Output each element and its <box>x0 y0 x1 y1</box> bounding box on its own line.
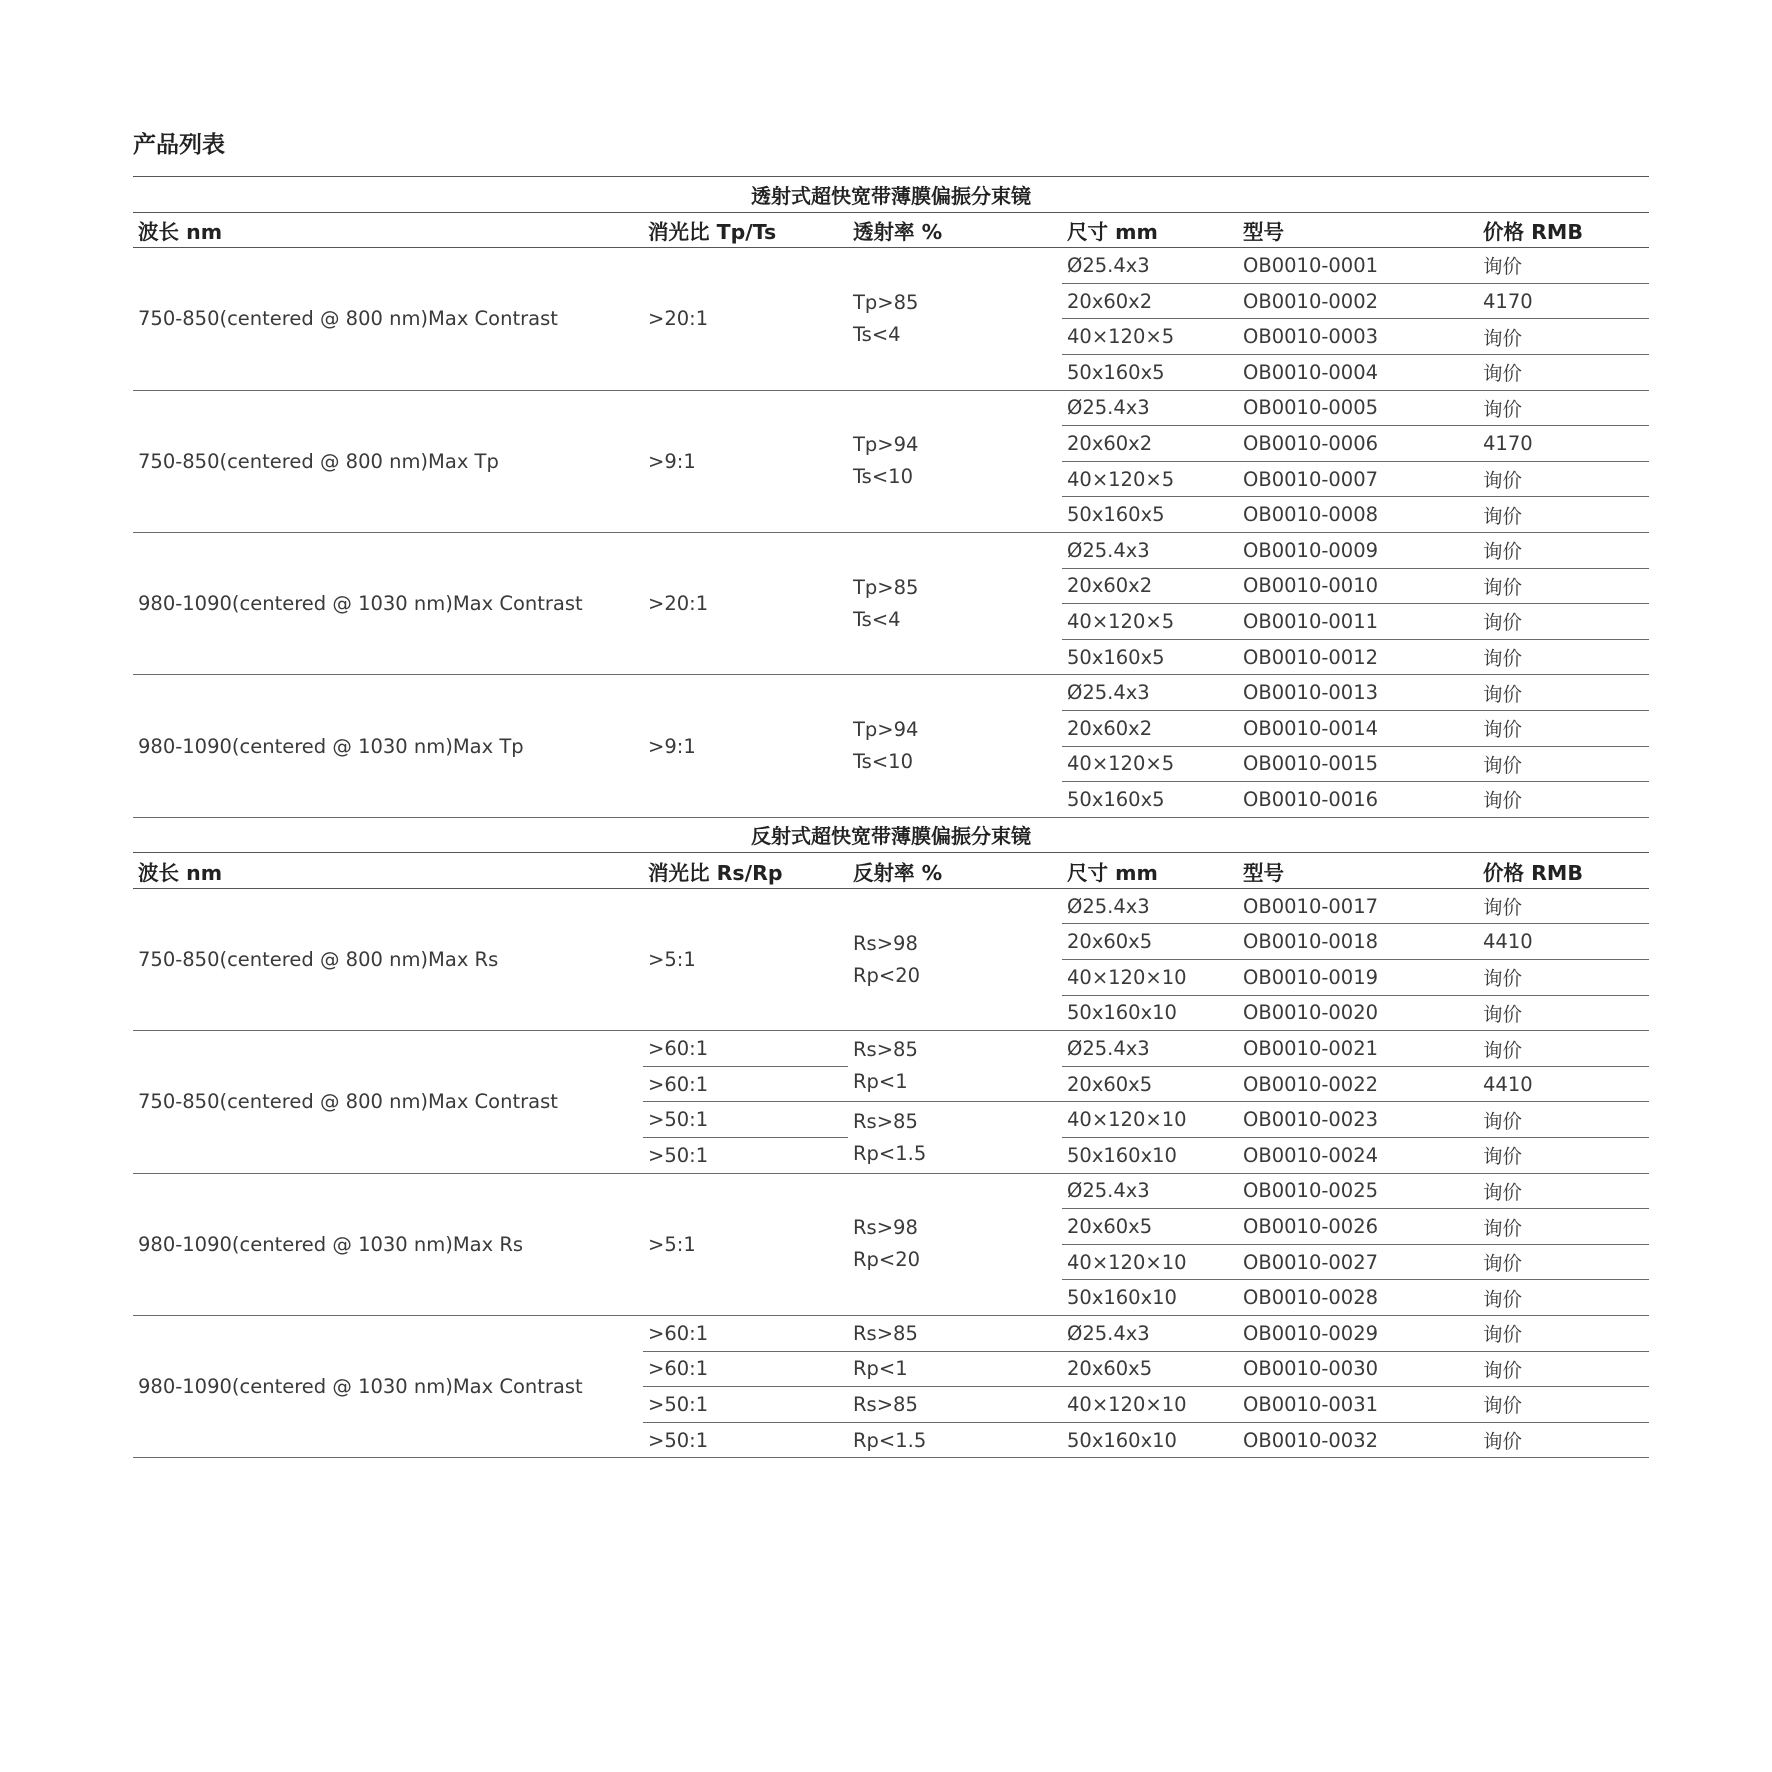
price-cell: 询价 <box>1478 1031 1649 1067</box>
reflectance-line: Rs>85 <box>853 1109 918 1133</box>
table-row <box>133 532 1649 568</box>
size-cell: 50x160x5 <box>1062 639 1238 675</box>
reflectance-line: Rp<20 <box>853 1248 921 1272</box>
price-cell: 4170 <box>1478 426 1649 462</box>
price-cell: 4170 <box>1478 283 1649 319</box>
wavelength-cell: 980-1090(centered @ 1030 nm)Max Contrast <box>133 532 643 674</box>
size-cell: 40×120×5 <box>1062 746 1238 782</box>
price-cell: 询价 <box>1478 568 1649 604</box>
size-cell: 50x160x10 <box>1062 995 1238 1031</box>
reflectance-line: Rs>98 <box>853 1216 918 1240</box>
transmittance-cell <box>848 248 1062 390</box>
col-header-wavelength: 波长 nm <box>133 853 643 889</box>
model-cell: OB0010-0018 <box>1238 924 1478 960</box>
model-cell: OB0010-0016 <box>1238 782 1478 818</box>
transmittance-line: Ts<10 <box>853 750 913 773</box>
extinction-cell: >60:1 <box>643 1031 848 1067</box>
model-cell: OB0010-0004 <box>1238 354 1478 390</box>
extinction-cell: >60:1 <box>643 1066 848 1102</box>
price-cell: 询价 <box>1478 497 1649 533</box>
section-header-transmissive <box>133 177 1649 213</box>
transmittance-line: Tp>94 <box>853 433 919 457</box>
reflectance-cell: Rs>85 <box>848 1316 1062 1352</box>
size-cell: Ø25.4x3 <box>1062 1031 1238 1067</box>
model-cell: OB0010-0003 <box>1238 319 1478 355</box>
size-cell: 40×120×10 <box>1062 960 1238 996</box>
model-cell: OB0010-0025 <box>1238 1173 1478 1209</box>
price-cell: 询价 <box>1478 1102 1649 1138</box>
extinction-cell: >5:1 <box>643 888 848 1030</box>
reflectance-cell <box>848 1102 1062 1173</box>
table-row <box>133 675 1649 711</box>
extinction-cell: >5:1 <box>643 1173 848 1315</box>
extinction-cell: >50:1 <box>643 1138 848 1174</box>
reflectance-cell: Rp<1.5 <box>848 1422 1062 1458</box>
size-cell: 50x160x10 <box>1062 1280 1238 1316</box>
col-header-extinction: 消光比 Rs/Rp <box>643 853 848 889</box>
price-cell: 询价 <box>1478 995 1649 1031</box>
transmittance-line: Ts<4 <box>853 322 901 346</box>
model-cell: OB0010-0008 <box>1238 497 1478 533</box>
price-cell: 询价 <box>1478 1387 1649 1423</box>
size-cell: Ø25.4x3 <box>1062 1316 1238 1352</box>
transmittance-line: Tp>85 <box>853 575 919 599</box>
size-cell: 20x60x2 <box>1062 283 1238 319</box>
price-cell: 询价 <box>1478 390 1649 426</box>
reflectance-cell <box>848 1031 1062 1102</box>
model-cell: OB0010-0032 <box>1238 1422 1478 1458</box>
table-row <box>133 1031 1649 1067</box>
model-cell: OB0010-0019 <box>1238 960 1478 996</box>
reflectance-cell <box>848 1173 1062 1315</box>
model-cell: OB0010-0017 <box>1238 888 1478 924</box>
reflectance-line: Rp<20 <box>853 963 921 987</box>
price-cell: 询价 <box>1478 960 1649 996</box>
size-cell: 20x60x5 <box>1062 924 1238 960</box>
price-cell: 询价 <box>1478 1209 1649 1245</box>
table-row <box>133 888 1649 924</box>
size-cell: 20x60x5 <box>1062 1066 1238 1102</box>
price-cell: 询价 <box>1478 354 1649 390</box>
price-cell: 询价 <box>1478 1244 1649 1280</box>
model-cell: OB0010-0005 <box>1238 390 1478 426</box>
reflectance-cell <box>848 888 1062 1030</box>
model-cell: OB0010-0026 <box>1238 1209 1478 1245</box>
size-cell: 50x160x5 <box>1062 782 1238 818</box>
transmittance-line: Tp>85 <box>853 290 919 314</box>
size-cell: Ø25.4x3 <box>1062 888 1238 924</box>
price-cell: 询价 <box>1478 888 1649 924</box>
extinction-cell: >50:1 <box>643 1422 848 1458</box>
col-header-extinction: 消光比 Tp/Ts <box>643 212 848 248</box>
price-cell: 询价 <box>1478 1280 1649 1316</box>
wavelength-cell: 750-850(centered @ 800 nm)Max Contrast <box>133 248 643 390</box>
model-cell: OB0010-0023 <box>1238 1102 1478 1138</box>
transmittance-cell <box>848 675 1062 817</box>
extinction-cell: >50:1 <box>643 1387 848 1423</box>
reflectance-line: Rs>98 <box>853 931 918 955</box>
extinction-cell: >9:1 <box>643 675 848 817</box>
column-header-row <box>133 853 1649 889</box>
size-cell: 40×120×10 <box>1062 1244 1238 1280</box>
table-row <box>133 390 1649 426</box>
model-cell: OB0010-0015 <box>1238 746 1478 782</box>
transmittance-cell <box>848 532 1062 674</box>
col-header-wavelength: 波长 nm <box>133 212 643 248</box>
col-header-model: 型号 <box>1238 212 1478 248</box>
col-header-size: 尺寸 mm <box>1062 853 1238 889</box>
price-cell: 4410 <box>1478 924 1649 960</box>
size-cell: 40×120×5 <box>1062 319 1238 355</box>
section-title: 透射式超快宽带薄膜偏振分束镜 <box>133 177 1649 213</box>
reflectance-cell: Rs>85 <box>848 1387 1062 1423</box>
table-row <box>133 1173 1649 1209</box>
product-list-page <box>133 130 1649 1458</box>
col-header-price: 价格 RMB <box>1478 212 1649 248</box>
model-cell: OB0010-0007 <box>1238 461 1478 497</box>
price-cell: 询价 <box>1478 1422 1649 1458</box>
size-cell: 50x160x10 <box>1062 1138 1238 1174</box>
size-cell: 20x60x2 <box>1062 426 1238 462</box>
price-cell: 询价 <box>1478 461 1649 497</box>
extinction-cell: >20:1 <box>643 532 848 674</box>
size-cell: Ø25.4x3 <box>1062 1173 1238 1209</box>
wavelength-cell: 980-1090(centered @ 1030 nm)Max Tp <box>133 675 643 817</box>
model-cell: OB0010-0029 <box>1238 1316 1478 1352</box>
wavelength-cell: 750-850(centered @ 800 nm)Max Tp <box>133 390 643 532</box>
model-cell: OB0010-0009 <box>1238 532 1478 568</box>
size-cell: 40×120×10 <box>1062 1387 1238 1423</box>
model-cell: OB0010-0027 <box>1238 1244 1478 1280</box>
price-cell: 询价 <box>1478 710 1649 746</box>
size-cell: Ø25.4x3 <box>1062 248 1238 284</box>
model-cell: OB0010-0030 <box>1238 1351 1478 1387</box>
size-cell: Ø25.4x3 <box>1062 675 1238 711</box>
wavelength-cell: 750-850(centered @ 800 nm)Max Rs <box>133 888 643 1030</box>
price-cell: 询价 <box>1478 1316 1649 1352</box>
model-cell: OB0010-0028 <box>1238 1280 1478 1316</box>
size-cell: Ø25.4x3 <box>1062 532 1238 568</box>
size-cell: 20x60x5 <box>1062 1351 1238 1387</box>
price-cell: 询价 <box>1478 604 1649 640</box>
section-title: 反射式超快宽带薄膜偏振分束镜 <box>133 817 1649 853</box>
size-cell: 50x160x5 <box>1062 497 1238 533</box>
model-cell: OB0010-0022 <box>1238 1066 1478 1102</box>
transmittance-line: Tp>94 <box>853 718 919 741</box>
wavelength-cell: 750-850(centered @ 800 nm)Max Contrast <box>133 1031 643 1173</box>
reflectance-cell: Rp<1 <box>848 1351 1062 1387</box>
extinction-cell: >60:1 <box>643 1316 848 1352</box>
model-cell: OB0010-0006 <box>1238 426 1478 462</box>
price-cell: 询价 <box>1478 532 1649 568</box>
col-header-transmittance: 透射率 % <box>848 212 1062 248</box>
table-row <box>133 1316 1649 1352</box>
section-header-reflective <box>133 817 1649 853</box>
model-cell: OB0010-0010 <box>1238 568 1478 604</box>
transmittance-line: Ts<4 <box>853 607 901 631</box>
model-cell: OB0010-0014 <box>1238 710 1478 746</box>
product-table <box>133 176 1649 1458</box>
page-title: 产品列表 <box>133 132 225 158</box>
extinction-cell: >20:1 <box>643 248 848 390</box>
col-header-price: 价格 RMB <box>1478 853 1649 889</box>
size-cell: 20x60x5 <box>1062 1209 1238 1245</box>
model-cell: OB0010-0012 <box>1238 639 1478 675</box>
price-cell: 询价 <box>1478 675 1649 711</box>
size-cell: 40×120×5 <box>1062 604 1238 640</box>
transmittance-cell <box>848 390 1062 532</box>
model-cell: OB0010-0002 <box>1238 283 1478 319</box>
extinction-cell: >50:1 <box>643 1102 848 1138</box>
model-cell: OB0010-0001 <box>1238 248 1478 284</box>
size-cell: 50x160x10 <box>1062 1422 1238 1458</box>
extinction-cell: >9:1 <box>643 390 848 532</box>
price-cell: 询价 <box>1478 248 1649 284</box>
size-cell: 20x60x2 <box>1062 710 1238 746</box>
model-cell: OB0010-0021 <box>1238 1031 1478 1067</box>
price-cell: 询价 <box>1478 1351 1649 1387</box>
size-cell: 40×120×5 <box>1062 461 1238 497</box>
wavelength-cell: 980-1090(centered @ 1030 nm)Max Contrast <box>133 1316 643 1458</box>
price-cell: 询价 <box>1478 782 1649 818</box>
model-cell: OB0010-0011 <box>1238 604 1478 640</box>
price-cell: 询价 <box>1478 1173 1649 1209</box>
reflectance-line: Rs>85 <box>853 1038 918 1062</box>
col-header-reflectance: 反射率 % <box>848 853 1062 889</box>
column-header-row <box>133 212 1649 248</box>
size-cell: 20x60x2 <box>1062 568 1238 604</box>
model-cell: OB0010-0031 <box>1238 1387 1478 1423</box>
reflectance-line: Rp<1 <box>853 1070 908 1094</box>
size-cell: Ø25.4x3 <box>1062 390 1238 426</box>
extinction-cell: >60:1 <box>643 1351 848 1387</box>
reflectance-line: Rp<1.5 <box>853 1141 927 1165</box>
size-cell: 40×120×10 <box>1062 1102 1238 1138</box>
col-header-size: 尺寸 mm <box>1062 212 1238 248</box>
model-cell: OB0010-0013 <box>1238 675 1478 711</box>
size-cell: 50x160x5 <box>1062 354 1238 390</box>
price-cell: 询价 <box>1478 639 1649 675</box>
transmittance-line: Ts<10 <box>853 465 913 489</box>
col-header-model: 型号 <box>1238 853 1478 889</box>
wavelength-cell: 980-1090(centered @ 1030 nm)Max Rs <box>133 1173 643 1315</box>
model-cell: OB0010-0024 <box>1238 1138 1478 1174</box>
price-cell: 4410 <box>1478 1066 1649 1102</box>
table-row <box>133 248 1649 284</box>
price-cell: 询价 <box>1478 1138 1649 1174</box>
model-cell: OB0010-0020 <box>1238 995 1478 1031</box>
price-cell: 询价 <box>1478 319 1649 355</box>
price-cell: 询价 <box>1478 746 1649 782</box>
